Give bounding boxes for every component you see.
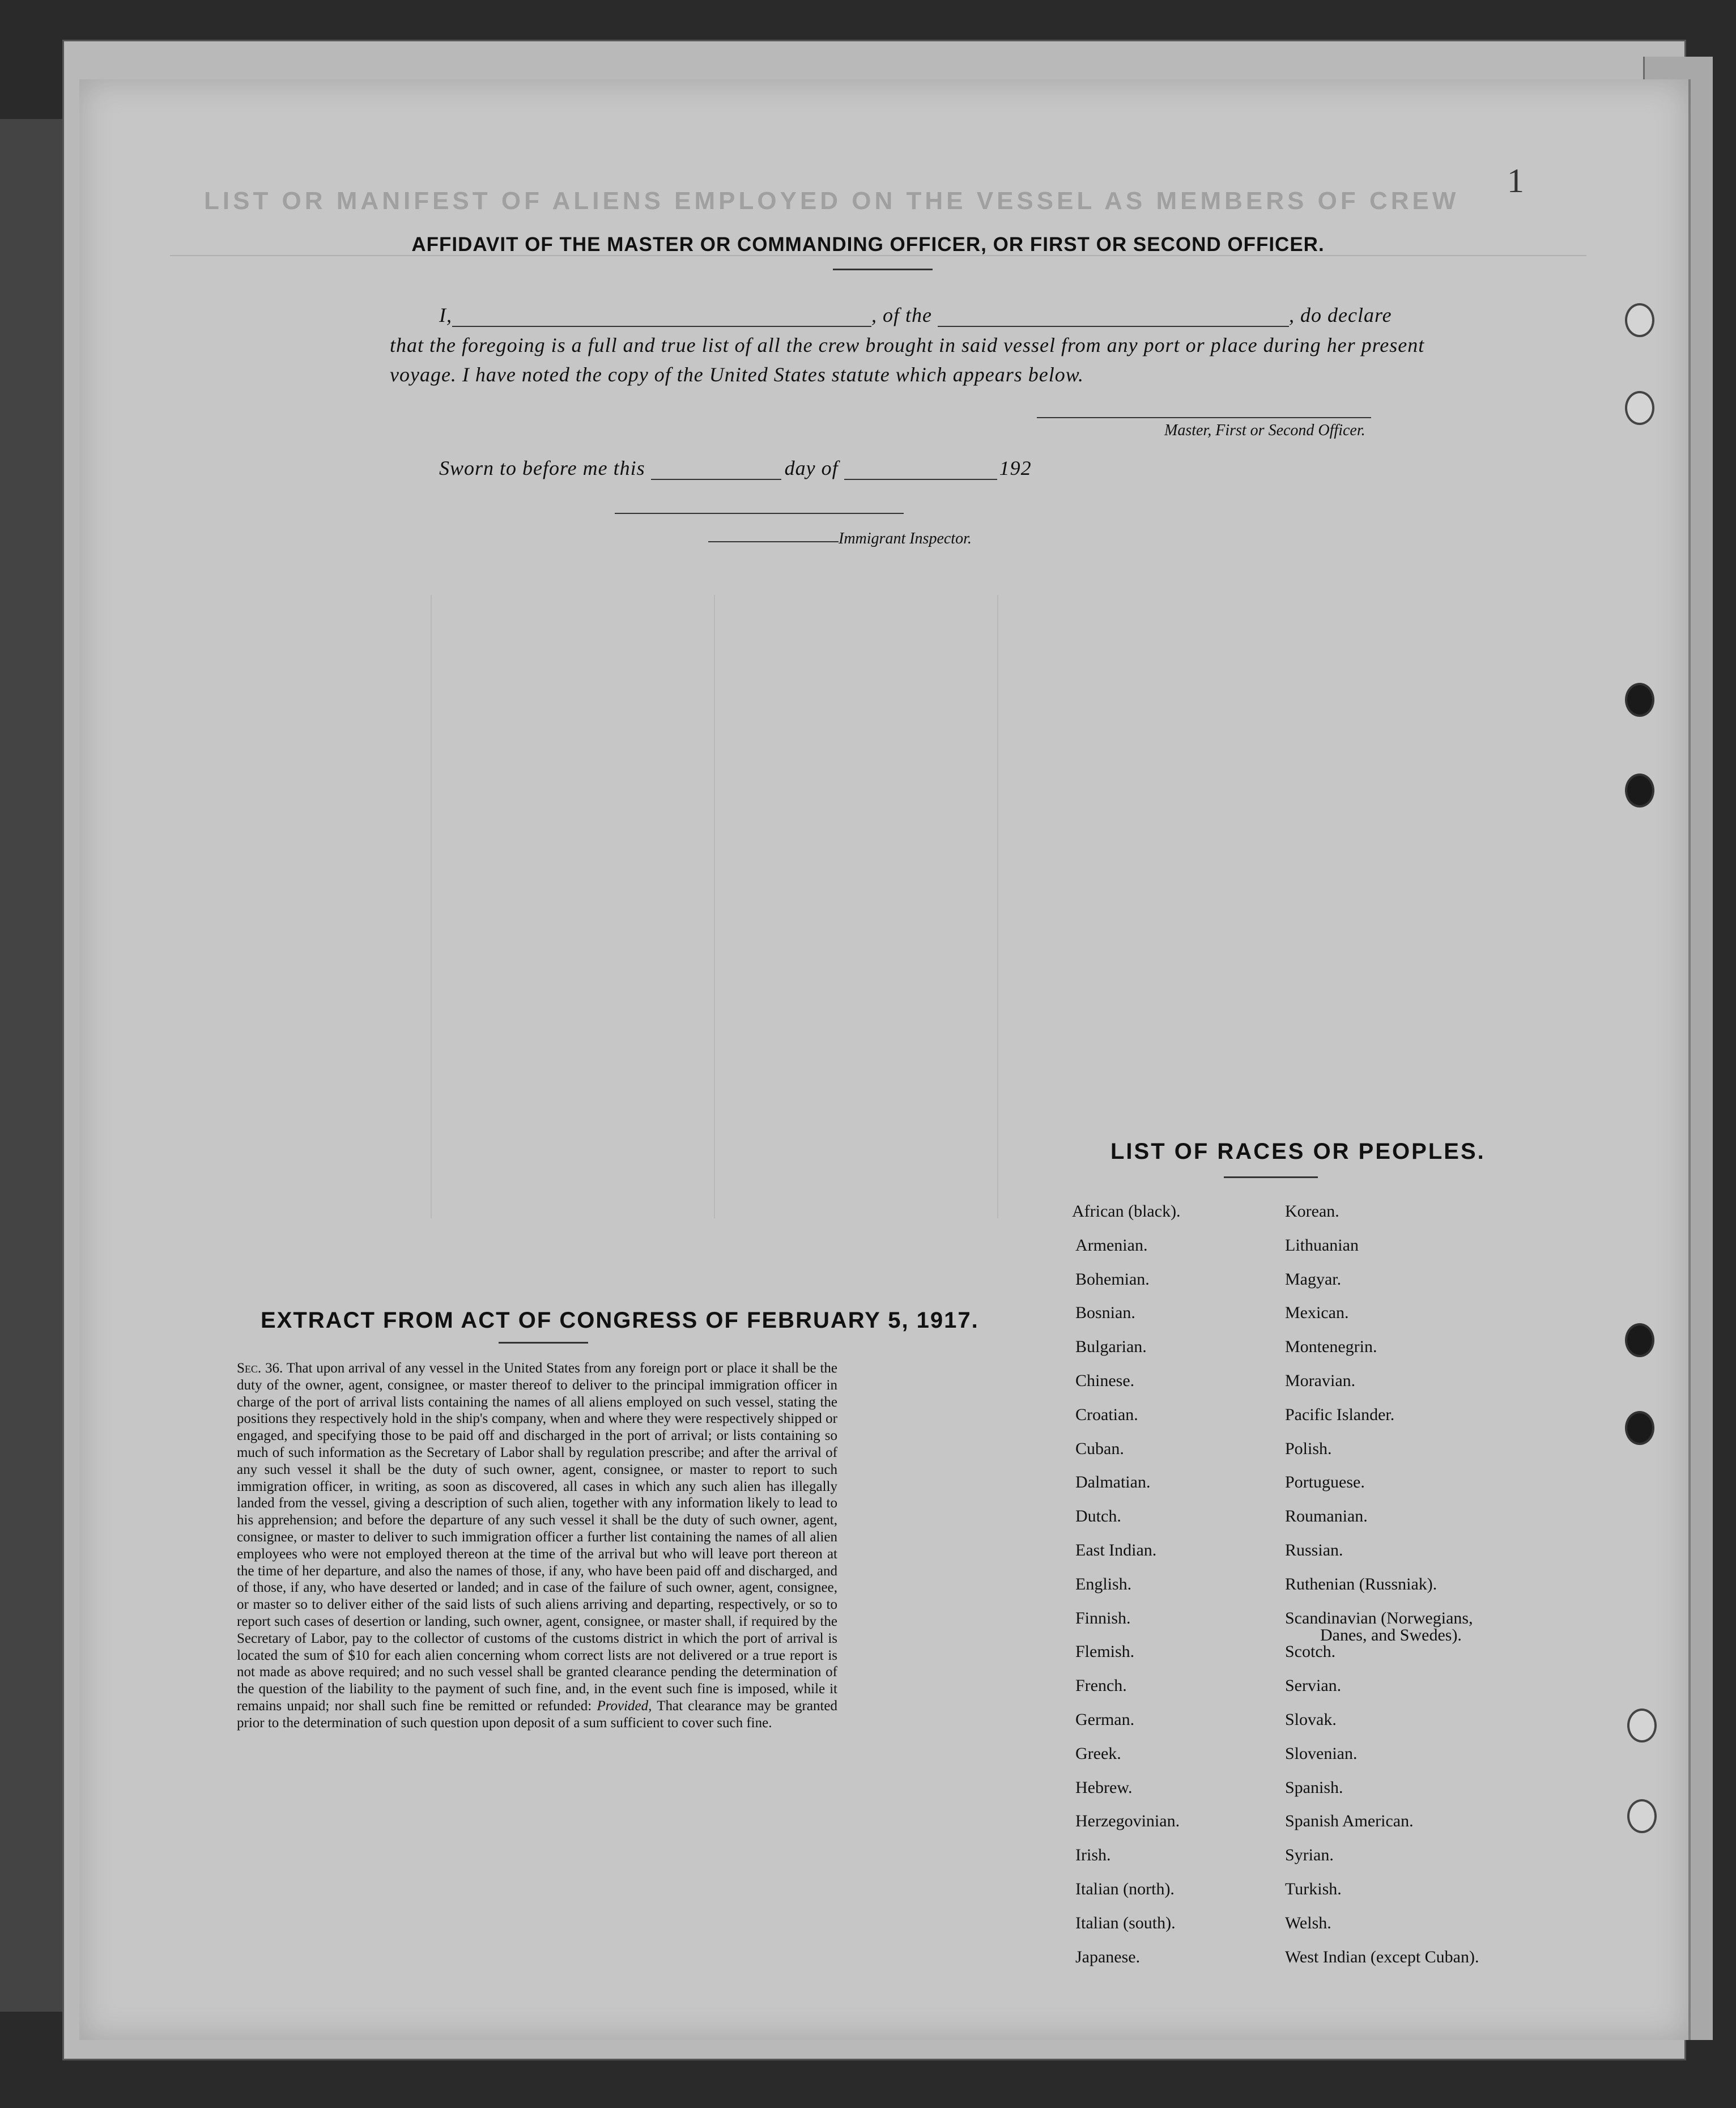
bleed-through-column: [997, 595, 998, 1218]
race-item: Danes, and Swedes).: [1320, 1626, 1462, 1644]
races-title-underline: [1224, 1176, 1318, 1178]
race-item: Welsh.: [1285, 1914, 1331, 1932]
race-item: Moravian.: [1285, 1371, 1356, 1390]
race-item: Turkish.: [1285, 1880, 1342, 1898]
name-blank[interactable]: [452, 309, 871, 327]
race-item: Flemish.: [1075, 1642, 1135, 1661]
race-item: Mexican.: [1285, 1303, 1349, 1322]
race-item: Finnish.: [1075, 1609, 1131, 1627]
master-caption: Master, First or Second Officer.: [1164, 422, 1365, 439]
race-item: Portuguese.: [1285, 1473, 1365, 1491]
affidavit-do-declare: , do declare: [1288, 304, 1392, 326]
punch-hole: [1627, 1708, 1657, 1742]
race-item: Croatian.: [1075, 1405, 1138, 1424]
race-item: Hebrew.: [1075, 1778, 1133, 1797]
race-item: French.: [1075, 1676, 1127, 1695]
master-signature-line[interactable]: [1037, 417, 1371, 418]
race-item: East Indian.: [1075, 1541, 1157, 1559]
sworn-line: [439, 456, 1032, 480]
race-item: Slovenian.: [1285, 1744, 1358, 1763]
race-item: Montenegrin.: [1285, 1337, 1377, 1356]
race-item: Scandinavian (Norwegians,: [1285, 1609, 1473, 1627]
race-item: Dutch.: [1075, 1507, 1121, 1525]
race-item: Slovak.: [1285, 1710, 1337, 1729]
page-number-mark: 1: [1507, 162, 1524, 199]
race-item: Scotch.: [1285, 1642, 1336, 1661]
extract-text-b: That clearance may be granted prior to the determination of such question upon deposit of a sum sufficient to cover such fine.: [237, 1698, 837, 1731]
race-item: Dalmatian.: [1075, 1473, 1151, 1491]
day-blank[interactable]: [651, 462, 781, 480]
race-item: Herzegovinian.: [1075, 1812, 1180, 1830]
race-item: Korean.: [1285, 1202, 1339, 1221]
extract-title-underline: [499, 1342, 588, 1344]
punch-hole: [1625, 303, 1654, 337]
race-item: African (black).: [1072, 1202, 1181, 1221]
inspector-signature-line-1[interactable]: [615, 513, 904, 514]
vessel-blank[interactable]: [938, 309, 1289, 327]
race-item: Japanese.: [1075, 1948, 1141, 1966]
punch-hole: [1625, 1411, 1654, 1445]
race-item: Lithuanian: [1285, 1236, 1359, 1255]
affidavit-title: AFFIDAVIT OF THE MASTER OR COMMANDING OFFICER, OR FIRST OR SECOND OFFICER.: [411, 233, 1325, 256]
races-title: LIST OF RACES OR PEOPLES.: [1110, 1139, 1486, 1164]
race-item: Irish.: [1075, 1846, 1111, 1864]
race-item: West Indian (except Cuban).: [1285, 1948, 1479, 1966]
punch-hole: [1627, 1799, 1657, 1833]
race-item: Magyar.: [1285, 1270, 1342, 1289]
race-item: Polish.: [1285, 1439, 1332, 1458]
affidavit-of-the: , of the: [871, 304, 932, 326]
race-item: Servian.: [1285, 1676, 1342, 1695]
provided-label: Provided,: [597, 1698, 652, 1714]
binding-edge: [0, 119, 68, 2012]
race-item: Roumanian.: [1285, 1507, 1368, 1525]
sworn-text: Sworn to before me this: [439, 457, 645, 479]
bleed-through-column: [714, 595, 715, 1218]
affidavit-i: I,: [439, 304, 452, 326]
affidavit-line-1: [439, 303, 1392, 327]
section-label: Sec. 36.: [237, 1361, 283, 1376]
punch-hole: [1625, 1323, 1654, 1357]
extract-body: [237, 1360, 837, 1732]
race-item: Spanish.: [1285, 1778, 1343, 1797]
race-item: Cuban.: [1075, 1439, 1124, 1458]
affidavit-line-3: voyage. I have noted the copy of the United States statute which appears below.: [390, 363, 1084, 386]
year-prefix: 192: [999, 457, 1032, 479]
extract-title: EXTRACT FROM ACT OF CONGRESS OF FEBRUARY 5, 1917.: [261, 1308, 979, 1333]
month-blank[interactable]: [844, 462, 997, 480]
race-item: English.: [1075, 1575, 1132, 1593]
race-item: Bosnian.: [1075, 1303, 1135, 1322]
race-item: Russian.: [1285, 1541, 1343, 1559]
race-item: Italian (south).: [1075, 1914, 1176, 1932]
bleed-through-column: [431, 595, 432, 1218]
race-item: Ruthenian (Russniak).: [1285, 1575, 1437, 1593]
race-item: Spanish American.: [1285, 1812, 1414, 1830]
inspector-caption: Immigrant Inspector.: [839, 530, 972, 547]
extract-text-a: That upon arrival of any vessel in the United States from any foreign port or place it shall be the duty of the owner, agent, consignee, or master thereof to deliver to the principal immigration officer in charge of the port of arrival lists containing the names of all aliens employed on such vessel, stating the positions they respectively hold in the ship's company, when and where they were respectively shipped or engaged, and specifying those to be paid off and discharged in the port of arrival; or lists containing so much of such information as the Secretary of Labor shall by regulation prescribe; and after the arrival of any such vessel it shall be the duty of such owner, agent, consignee, or master to report to such immigration officer, in writing, as soon as discovered, all cases in which any such alien has illegally landed from the vessel, giving a description of such alien, together with any information likely to lead to his apprehension; and before the departure of any such vessel it shall be the duty of such owner, agent, consignee, or master to deliver to such immigration officer a further list containing the names of all alien employees who were not employed thereon at the time of the arrival but who will leave port thereon at the time of her departure, and also the names of those, if any, who have been paid off and discharged, and of those, if any, who have deserted or landed; and in case of the failure of such owner, agent, consignee, or master so to deliver either of the said lists of such aliens arriving and departing, respectively, or so to report such cases of desertion or landing, such owner, agent, consignee, or master shall, if required by the Secretary of Labor, pay to the collector of customs of the customs district in which the port of arrival is located the sum of $10 for each alien concerning whom correct lists are not delivered or a true report is not made as above required; and no such vessel shall be granted clearance pending the determination of the question of the liability to the payment of such fine, and, in the event such fine is imposed, while it remains unpaid; nor shall such fine be remitted or refunded:: [237, 1361, 837, 1714]
race-item: Bulgarian.: [1075, 1337, 1147, 1356]
punch-hole: [1625, 683, 1654, 717]
bleed-through-heading: LIST OR MANIFEST OF ALIENS EMPLOYED ON THE VESSEL AS MEMBERS OF CREW: [204, 187, 1460, 215]
race-item: German.: [1075, 1710, 1135, 1729]
punch-hole: [1625, 391, 1654, 425]
inspector-signature-line-2[interactable]: [708, 541, 839, 542]
race-item: Bohemian.: [1075, 1270, 1150, 1289]
punch-hole: [1625, 774, 1654, 808]
race-item: Greek.: [1075, 1744, 1121, 1763]
race-item: Armenian.: [1075, 1236, 1148, 1255]
race-item: Syrian.: [1285, 1846, 1334, 1864]
title-underline: [833, 269, 933, 270]
day-of-text: day of: [784, 457, 839, 479]
race-item: Pacific Islander.: [1285, 1405, 1395, 1424]
race-item: Chinese.: [1075, 1371, 1135, 1390]
race-item: Italian (north).: [1075, 1880, 1175, 1898]
affidavit-line-2: that the foregoing is a full and true list of all the crew brought in said vessel from any port or place during her present: [390, 334, 1425, 356]
